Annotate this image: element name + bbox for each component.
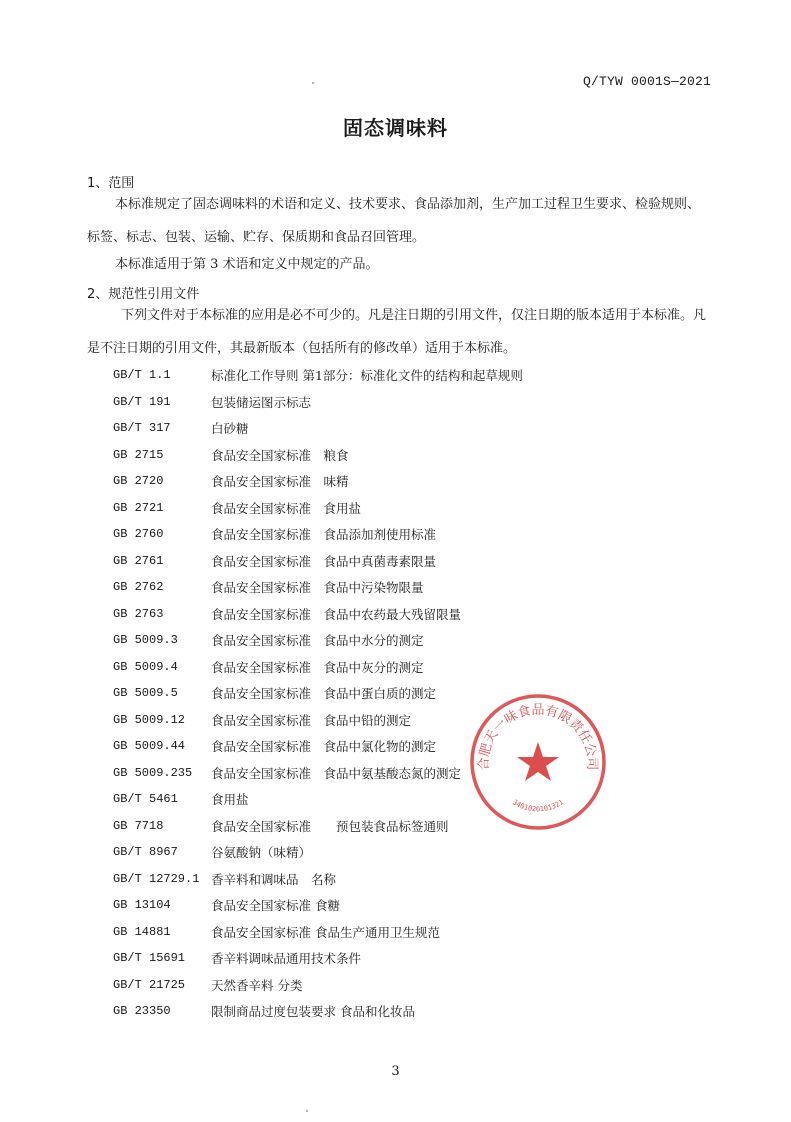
- reference-title: 食品安全国家标准 食品生产通用卫生规范: [211, 924, 440, 940]
- reference-item: [113, 998, 673, 1025]
- section-1-paragraph-1: 本标准规定了固态调味料的术语和定义、技术要求、食品添加剂，生产加工过程卫生要求、检验规则、标签、标志、包装、运输、贮存、保质期和食品召回管理。: [87, 197, 701, 245]
- reference-code: GB 5009.44: [113, 739, 186, 754]
- reference-title: 食品安全国家标准 食品添加剂使用标准: [211, 527, 437, 543]
- reference-code: GB/T 317: [113, 421, 171, 436]
- reference-code: GB 2762: [113, 580, 164, 595]
- reference-item: [113, 521, 673, 548]
- reference-code: GB 5009.235: [113, 765, 193, 780]
- reference-code: GB 2763: [113, 606, 164, 621]
- reference-item: [113, 442, 673, 469]
- reference-code: GB/T 15691: [113, 951, 186, 966]
- company-seal: [468, 692, 608, 832]
- reference-code: GB 2761: [113, 553, 164, 568]
- reference-code: GB/T 5461: [113, 792, 178, 807]
- seal-number: 3401020101321: [511, 798, 565, 814]
- reference-code: GB 14881: [113, 924, 171, 939]
- reference-title: 食品安全国家标准 食品中蛋白质的测定: [211, 686, 437, 702]
- reference-title: 限制商品过度包装要求 食品和化妆品: [211, 1004, 415, 1020]
- reference-code: GB/T 21725: [113, 977, 186, 992]
- doc-code: Q/TYW 0001S—2021: [582, 74, 711, 89]
- reference-item: [113, 601, 673, 628]
- reference-code: GB/T 191: [113, 394, 171, 409]
- reference-title: 白砂糖: [211, 421, 249, 437]
- section-2-heading: 2、规范性引用文件: [87, 287, 200, 302]
- scan-artifact: [312, 82, 314, 84]
- reference-title: 香辛料和调味品 名称: [211, 871, 337, 887]
- reference-title: 食品安全国家标准 食品中氨基酸态氮的测定: [211, 765, 462, 781]
- reference-item: [113, 945, 673, 972]
- reference-title: 食品安全国家标准 食糖: [211, 898, 340, 914]
- reference-title: 食品安全国家标准 食品中污染物限量: [211, 580, 424, 596]
- reference-title: 香辛料调味品通用技术条件: [211, 951, 362, 967]
- reference-item: [113, 919, 673, 946]
- reference-code: GB 13104: [113, 898, 171, 913]
- reference-title: 食品安全国家标准 预包装食品标签通则: [211, 818, 449, 834]
- reference-code: GB 5009.3: [113, 633, 178, 648]
- page-number: 3: [391, 1064, 400, 1079]
- seal-company-name: 合肥天一味食品有限责任公司: [476, 703, 600, 771]
- reference-title: 食用盐: [211, 792, 249, 808]
- reference-title: 食品安全国家标准 食用盐: [211, 500, 362, 516]
- reference-title: 食品安全国家标准 食品中铅的测定: [211, 712, 412, 728]
- reference-code: GB 2720: [113, 474, 164, 489]
- reference-code: GB/T 12729.1: [113, 871, 200, 886]
- reference-title: 食品安全国家标准 食品中农药最大残留限量: [211, 606, 462, 622]
- reference-code: GB 23350: [113, 1004, 171, 1019]
- reference-code: GB 2760: [113, 527, 164, 542]
- reference-item: [113, 892, 673, 919]
- reference-item: [113, 362, 673, 389]
- reference-code: GB 5009.5: [113, 686, 178, 701]
- reference-item: [113, 574, 673, 601]
- reference-code: GB 2721: [113, 500, 164, 515]
- reference-title: 包装储运图示标志: [211, 394, 312, 410]
- reference-title: 食品安全国家标准 食品中水分的测定: [211, 633, 424, 649]
- reference-item: [113, 495, 673, 522]
- reference-title: 标准化工作导则 第1部分：标准化文件的结构和起草规则: [211, 368, 523, 384]
- reference-item: [113, 654, 673, 681]
- reference-item: [113, 627, 673, 654]
- section-1-paragraph-2: 本标准适用于第 3 术语和定义中规定的产品。: [115, 257, 379, 272]
- reference-code: GB 5009.4: [113, 659, 178, 674]
- reference-item: [113, 389, 673, 416]
- reference-code: GB/T 8967: [113, 845, 178, 860]
- reference-title: 食品安全国家标准 味精: [211, 474, 349, 490]
- reference-title: 天然香辛料 分类: [211, 977, 303, 993]
- reference-code: GB 2715: [113, 447, 164, 462]
- reference-title: 食品安全国家标准 食品中灰分的测定: [211, 659, 424, 675]
- scan-artifact: [306, 1110, 308, 1112]
- reference-code: GB 5009.12: [113, 712, 186, 727]
- reference-item: [113, 866, 673, 893]
- page-title: 固态调味料: [343, 116, 448, 140]
- reference-item: [113, 972, 673, 999]
- reference-item: [113, 839, 673, 866]
- section-2-paragraph-1: 下列文件对于本标准的应用是必不可少的。凡是注日期的引用文件，仅注日期的版本适用于本标准。凡是不注日期的引用文件，其最新版本（包括所有的修改单）适用于本标准。: [87, 308, 707, 356]
- reference-title: 食品安全国家标准 粮食: [211, 447, 349, 463]
- reference-code: GB 7718: [113, 818, 164, 833]
- reference-item: [113, 415, 673, 442]
- reference-title: 食品安全国家标准 食品中氯化物的测定: [211, 739, 437, 755]
- reference-item: [113, 548, 673, 575]
- section-1-heading: 1、范围: [87, 176, 135, 191]
- seal-star-icon: [517, 742, 559, 781]
- reference-title: 食品安全国家标准 食品中真菌毒素限量: [211, 553, 437, 569]
- reference-item: [113, 468, 673, 495]
- reference-title: 谷氨酸钠（味精）: [211, 845, 312, 861]
- reference-code: GB/T 1.1: [113, 368, 171, 383]
